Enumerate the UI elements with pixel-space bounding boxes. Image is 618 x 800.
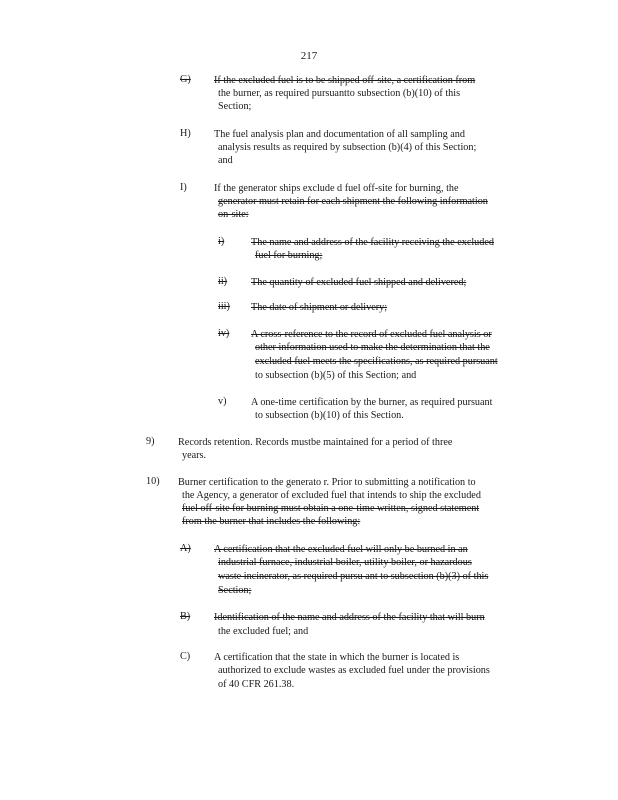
item-label: I)	[180, 182, 187, 193]
item-label: B)	[180, 611, 191, 622]
text-line: The name and address of the facility receiving the excluded	[251, 237, 494, 248]
text-line: other information used to make the determination that the	[255, 342, 490, 353]
text-line: and	[218, 155, 233, 166]
item-label: iii)	[218, 301, 230, 312]
text-line: authorized to exclude wastes as excluded fuel under the provisions	[218, 665, 490, 676]
text-line: the Agency, a generator of excluded fuel that intends to ship the excluded	[182, 490, 481, 501]
text-line: If the excluded fuel is to be shipped off-site, a certification from	[214, 75, 476, 86]
item-label: H)	[180, 128, 191, 139]
text-line: The quantity of excluded fuel shipped and delivered;	[251, 277, 467, 288]
text-line: excluded fuel meets the specifications, as required pursuant	[255, 356, 498, 367]
item-label: i)	[218, 236, 225, 247]
text-line: Records retention. Records mustbe maintained for a period of three	[178, 437, 453, 448]
item-label: 9)	[146, 436, 155, 447]
text-line: years.	[182, 450, 207, 461]
text-line: The fuel analysis plan and documentation of all sampling and	[214, 129, 465, 140]
text-line: to subsection (b)(5) of this Section; and	[255, 370, 417, 381]
item-label: ii)	[218, 276, 228, 287]
text-line: A one-time certification by the burner, as required pursuant	[251, 397, 493, 408]
text-line: The date of shipment or delivery;	[251, 302, 388, 313]
text-line: fuel for burning;	[255, 250, 323, 261]
text-line: If the generator ships exclude d fuel off-site for burning, the	[214, 183, 459, 194]
text-line: Section;	[218, 101, 252, 112]
page-number: 217	[300, 50, 318, 62]
item-label: iv)	[218, 328, 230, 339]
item-label: v)	[218, 396, 227, 407]
text-line: to subsection (b)(10) of this Section.	[255, 410, 404, 421]
item-label: G)	[180, 74, 191, 85]
text-line: waste incinerator, as required pursu ant to subsection (b)(3) of this	[218, 571, 489, 582]
item-label: A)	[180, 543, 191, 554]
item-label: C)	[180, 651, 191, 662]
text-line: Identification of the name and address of the facility that will burn	[214, 612, 485, 623]
text-line: generator must retain for each shipment the following information	[218, 196, 488, 207]
text-line: A certification that the excluded fuel will only be burned in an	[214, 544, 468, 555]
text-line: analysis results as required by subsection (b)(4) of this Section;	[218, 142, 477, 153]
text-line: from the burner that includes the following:	[182, 516, 361, 527]
text-line: Burner certification to the generato r. Prior to submitting a notification to	[178, 477, 476, 488]
text-line: fuel off-site for burning must obtain a one-time written, signed statement	[182, 503, 480, 514]
text-line: on-site:	[218, 209, 249, 220]
item-label: 10)	[146, 476, 160, 487]
text-line: the excluded fuel; and	[218, 626, 309, 637]
text-line: industrial furnace, industrial boiler, utility boiler, or hazardous	[218, 557, 472, 568]
text-line: the burner, as required pursuantto subsection (b)(10) of this	[218, 88, 461, 99]
text-line: Section;	[218, 585, 252, 596]
text-line: A cross-reference to the record of excluded fuel analysis or	[251, 329, 492, 340]
text-line: A certification that the state in which the burner is located is	[214, 652, 460, 663]
text-line: of 40 CFR 261.38.	[218, 679, 295, 690]
